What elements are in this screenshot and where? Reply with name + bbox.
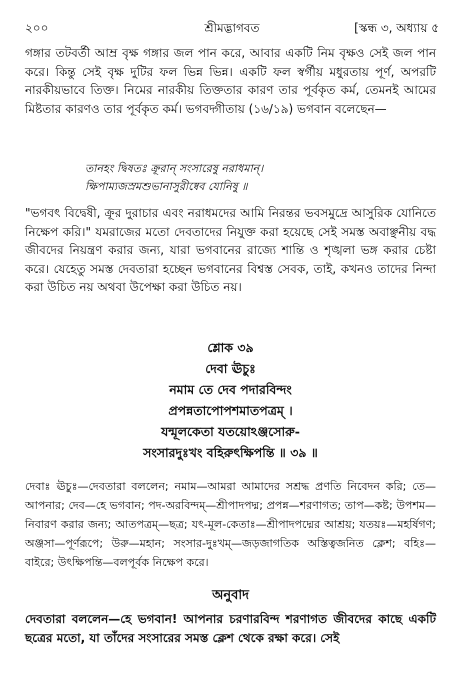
chapter-reference: [স্কন্ধ ৩, অধ্যায় ৫ (354, 21, 439, 35)
shloka-line: নমাম তে দেব পদারবিন্দং (169, 382, 292, 397)
shloka-line: যন্মূলকেতা যতয়োঽঞ্জসোরু- (161, 424, 300, 439)
purport-paragraph-1: গঙ্গার তটবর্তী আম্র বৃক্ষ গঙ্গার জল পান করে, আবার একটি নিম বৃক্ষও সেই জল পান করে। কিন্তু সেই বৃক্ষ দুটির ফল ভিন্ন ভিন্ন। একটি ফল স্বর্গীয় মধুরতায় পূর্ণ, অপরটি নারকীয়ভাবে তিক্ত। নিমের নারকীয় তিক্ততার কারণ তার পূর্বকৃত কর্ম, তেমনই আমের মিষ্টতার কারণও তার পূর্বকৃত কর্ম। ভগবদ্গীতায় (১৬/১৯) ভগবান বলেছেন— (25, 46, 436, 116)
shloka-line: সংসারদুঃখং বহিরুৎক্ষিপন্তি ॥ ৩৯ ॥ (143, 445, 318, 460)
shloka-speaker: দেবা ঊচুঃ (205, 361, 256, 376)
translation-heading: অনুবাদ (212, 588, 249, 603)
quoted-verse-line: ক্ষিপাম্যজস্রমশুভানাসুরীষ্বেব যোনিষু ॥ (85, 180, 248, 193)
purport-paragraph-2: "ভগবৎ বিদ্বেষী, ক্রূর দুরাচার এবং নরাধমদের আমি নিরন্তর ভবসমুদ্রে আসুরিক যোনিতে নিক্ষেপ করি।" যমরাজের মতো দেবতাদের নিযুক্ত করা হয়েছে সেই সমস্ত অবাঞ্ছনীয় বদ্ধ জীবদের নিয়ন্ত্রণ করার জন্য, যারা ভগবানের রাজ্যে শান্তি ও শৃঙ্খলা ভঙ্গ করার চেষ্টা করে। যেহেতু সমস্ত দেবতারা হচ্ছেন ভগবানের বিশ্বস্ত সেবক, তাই, কখনও তাদের নিন্দা করা উচিত নয় অথবা উপেক্ষা করা উচিত নয়। (25, 206, 436, 294)
shloka-block (25, 358, 436, 463)
quoted-verse-line: তানহং দ্বিষতঃ ক্রূরান্ সংসারেষু নরাধমান্। (85, 162, 264, 175)
quoted-verse (25, 160, 436, 196)
translation-text: দেবতারা বললেন—হে ভগবান! আপনার চরণারবিন্দ শরণাগত জীবদের কাছে একটি ছত্রের মতো, যা তাঁদের সংসারের সমস্ত ক্লেশ থেকে রক্ষা করে। সেই (25, 612, 436, 645)
page-body (25, 44, 436, 648)
shloka-line: প্রপন্নতাপোপশমাতপত্রম্ । (168, 403, 293, 418)
shloka-heading: শ্লোক ৩৯ (207, 340, 254, 355)
word-synonyms: দেবাঃ ঊচুঃ—দেবতারা বললেন; নমাম—আমরা আমাদের সশ্রদ্ধ প্রণতি নিবেদন করি; তে—আপনার; দেব—হে ভগবান; পদ-অরবিন্দম্—শ্রীপাদপদ্ম; প্রপন্ন—শরণাগত; তাপ—কষ্ট; উপশম—নিবারণ করার জন্য; আতপত্রম্—ছত্র; যৎ-মূল-কেতাঃ—শ্রীপাদপদ্মের আশ্রয়; যতয়ঃ—মহর্ষিগণ; অঞ্জসা—পূর্ণরূপে; উরু—মহান; সংসার-দুঃখম্—জড়জাগতিক অস্তিত্বজনিত ক্লেশ; বহিঃ—বাইরে; উৎক্ষিপন্তি—বলপূর্বক নিক্ষেপ করে। (25, 480, 436, 569)
page-header (25, 20, 439, 40)
page-number: ২০০ (25, 21, 49, 35)
book-title: শ্রীমদ্ভাগবত (204, 21, 260, 35)
